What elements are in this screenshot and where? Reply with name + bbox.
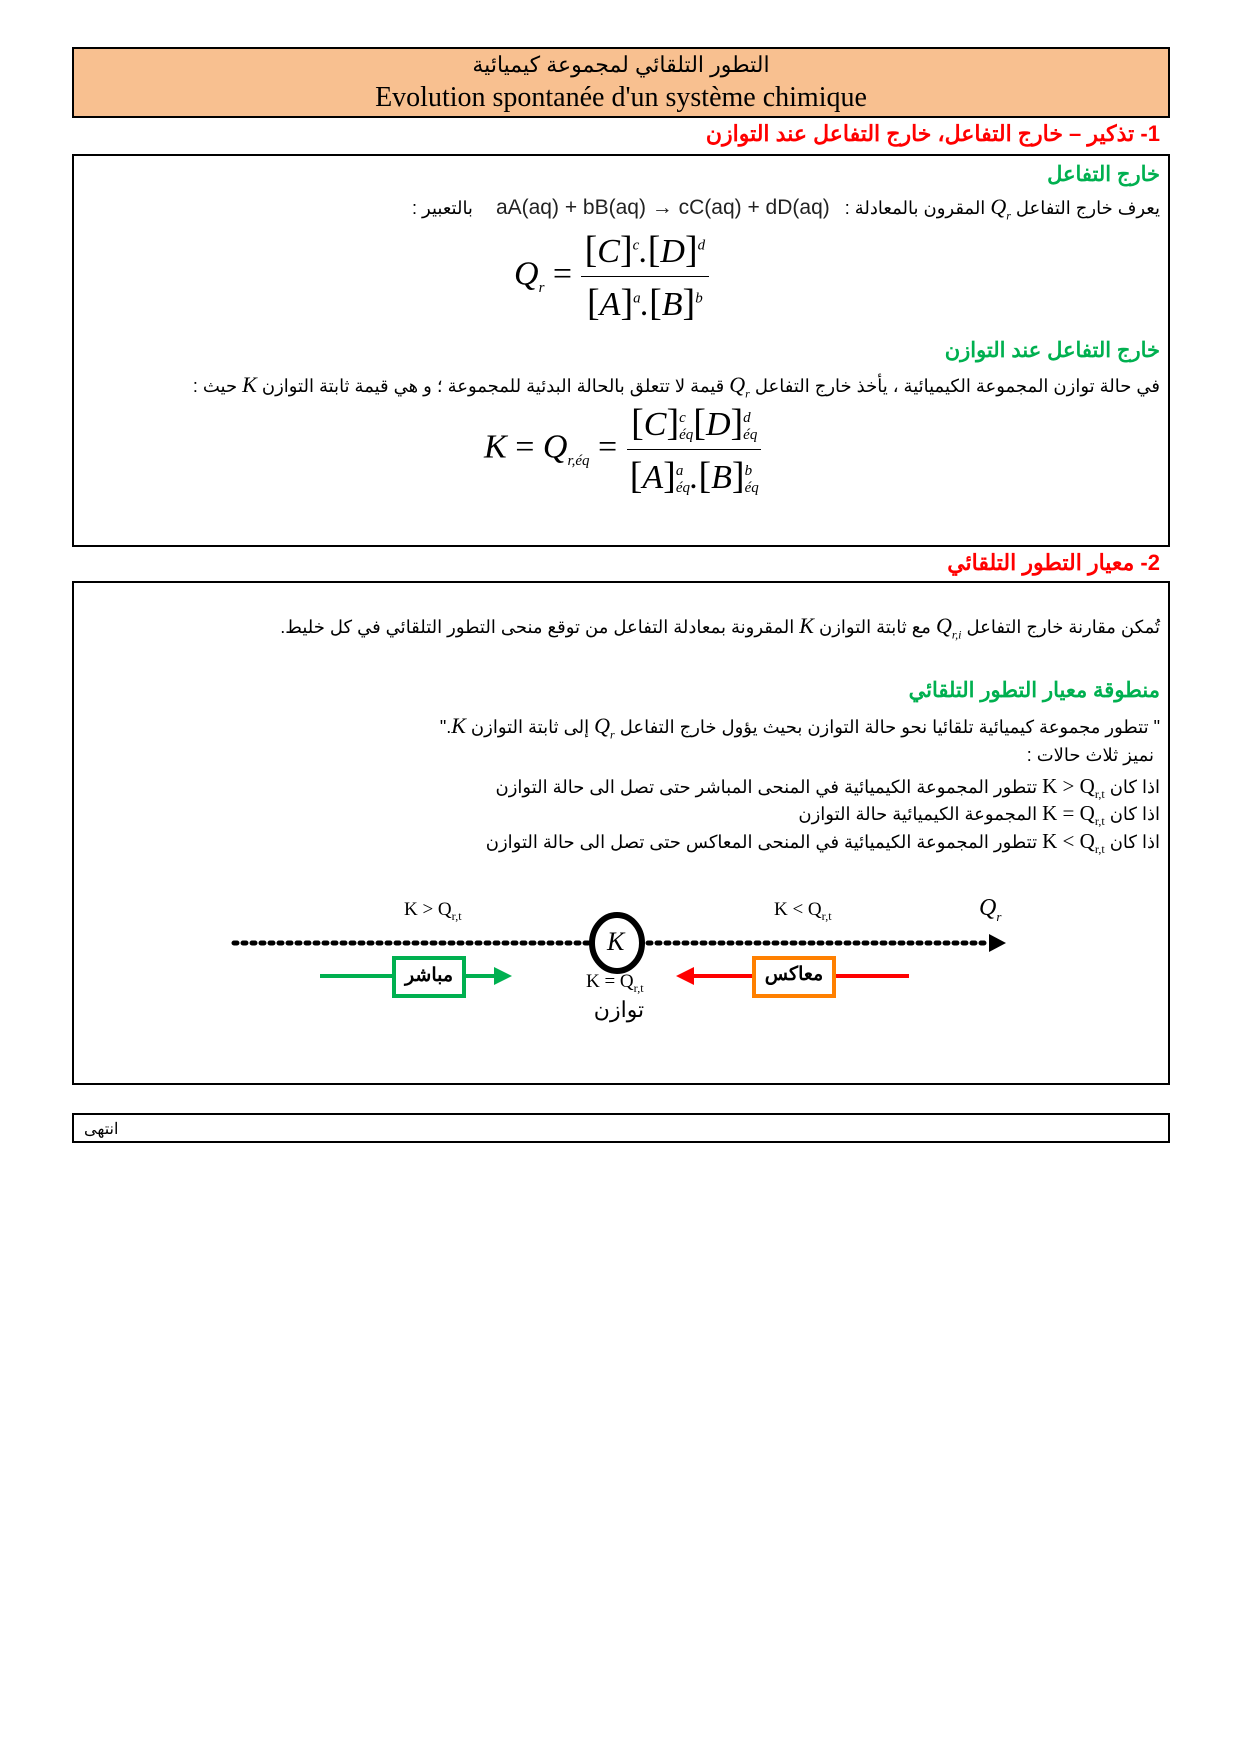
- footer-box: [72, 1113, 1170, 1143]
- title-banner: [72, 47, 1170, 118]
- case-row: اذا كان $K < Q_{r,t}$ تتطور المجموعة الكيميائية في المنحى المعاكس حتى تصل الى حالة التوازن: [485, 829, 1160, 857]
- sub2-heading: خارج التفاعل عند التوازن: [944, 339, 1160, 362]
- k-formula: $K = Q_{r,éq}$ = [C] c éq [D] d éq [A] a éq .[B] b éq: [484, 401, 763, 498]
- section1-box: [72, 154, 1170, 547]
- section1-title: 1- تذكير – خارج التفاعل، خارج التفاعل عند التوازن: [705, 121, 1160, 146]
- reverse-condition-label: $K < Q_{r,t}$: [774, 899, 832, 923]
- title-arabic: التطور التلقائي لمجموعة كيميائية: [472, 52, 770, 77]
- reaction-equation: aA(aq) + bB(aq) → cC(aq) + dD(aq): [495, 196, 830, 219]
- criterion-statement: " تتطور مجموعة كيميائية تلقائيا نحو حالة التوازن بحيث يؤول خارج التفاعل $Q_r$ إلى ثابتة التوازن K.": [439, 713, 1160, 742]
- case-row: اذا كان $K > Q_{r,t}$ تتطور المجموعة الكيميائية في المنحى المباشر حتى تصل الى حالة التوازن: [495, 774, 1160, 802]
- text: بالتعبير :: [412, 198, 473, 218]
- criterion-heading: منطوقة معيار التطور التلقائي: [908, 679, 1160, 702]
- section2-box: [72, 581, 1170, 1085]
- criterion-intro: تُمكن مقارنة خارج التفاعل $Q_{r,i}$ مع ثابتة التوازن K المقرونة بمعادلة التفاعل من توقع منحى التطور التلقائي في كل خليط.: [280, 613, 1160, 642]
- reverse-label: معاكس: [764, 964, 824, 985]
- equilibrium-word: توازن: [593, 997, 645, 1022]
- sub2-definition: في حالة توازن المجموعة الكيميائية ، يأخذ خارج التفاعل $Q_r$ قيمة لا تتعلق بالحالة البدئية للمجموعة ؛ و هي قيمة ثابتة التوازن K حيث :: [192, 372, 1160, 401]
- equilibrium-condition-label: $K = Q_{r,t}$: [586, 971, 644, 995]
- sub1-definition: [412, 194, 1160, 223]
- cases-intro: نميز ثلاث حالات :: [1026, 745, 1154, 765]
- direct-condition-label: $K > Q_{r,t}$: [404, 899, 462, 923]
- qr-formula: $Q_r$ = $\frac{[C]^c.[D]^d}{[A]^a.[B]^b}$: [514, 228, 709, 325]
- qr-symbol: $Q_r$: [990, 194, 1011, 223]
- case-row: اذا كان $K = Q_{r,t}$ المجموعة الكيميائية حالة التوازن: [798, 801, 1160, 829]
- direct-arrowhead: [494, 967, 512, 985]
- equilibrium-k: K: [607, 927, 625, 956]
- axis-label: $Q_r$: [979, 895, 1002, 924]
- text: يعرف خارج التفاعل: [1015, 198, 1160, 218]
- footer-text: انتهى: [84, 1121, 119, 1138]
- text: المقرون بالمعادلة :: [844, 198, 986, 218]
- axis-arrowhead: [989, 934, 1006, 952]
- sub1-heading: خارج التفاعل: [1047, 163, 1160, 186]
- direct-label: مباشر: [404, 965, 454, 986]
- section2-title: 2- معيار التطور التلقائي: [947, 550, 1160, 575]
- title-french: Evolution spontanée d'un système chimique: [375, 82, 867, 113]
- reverse-arrowhead: [676, 967, 694, 985]
